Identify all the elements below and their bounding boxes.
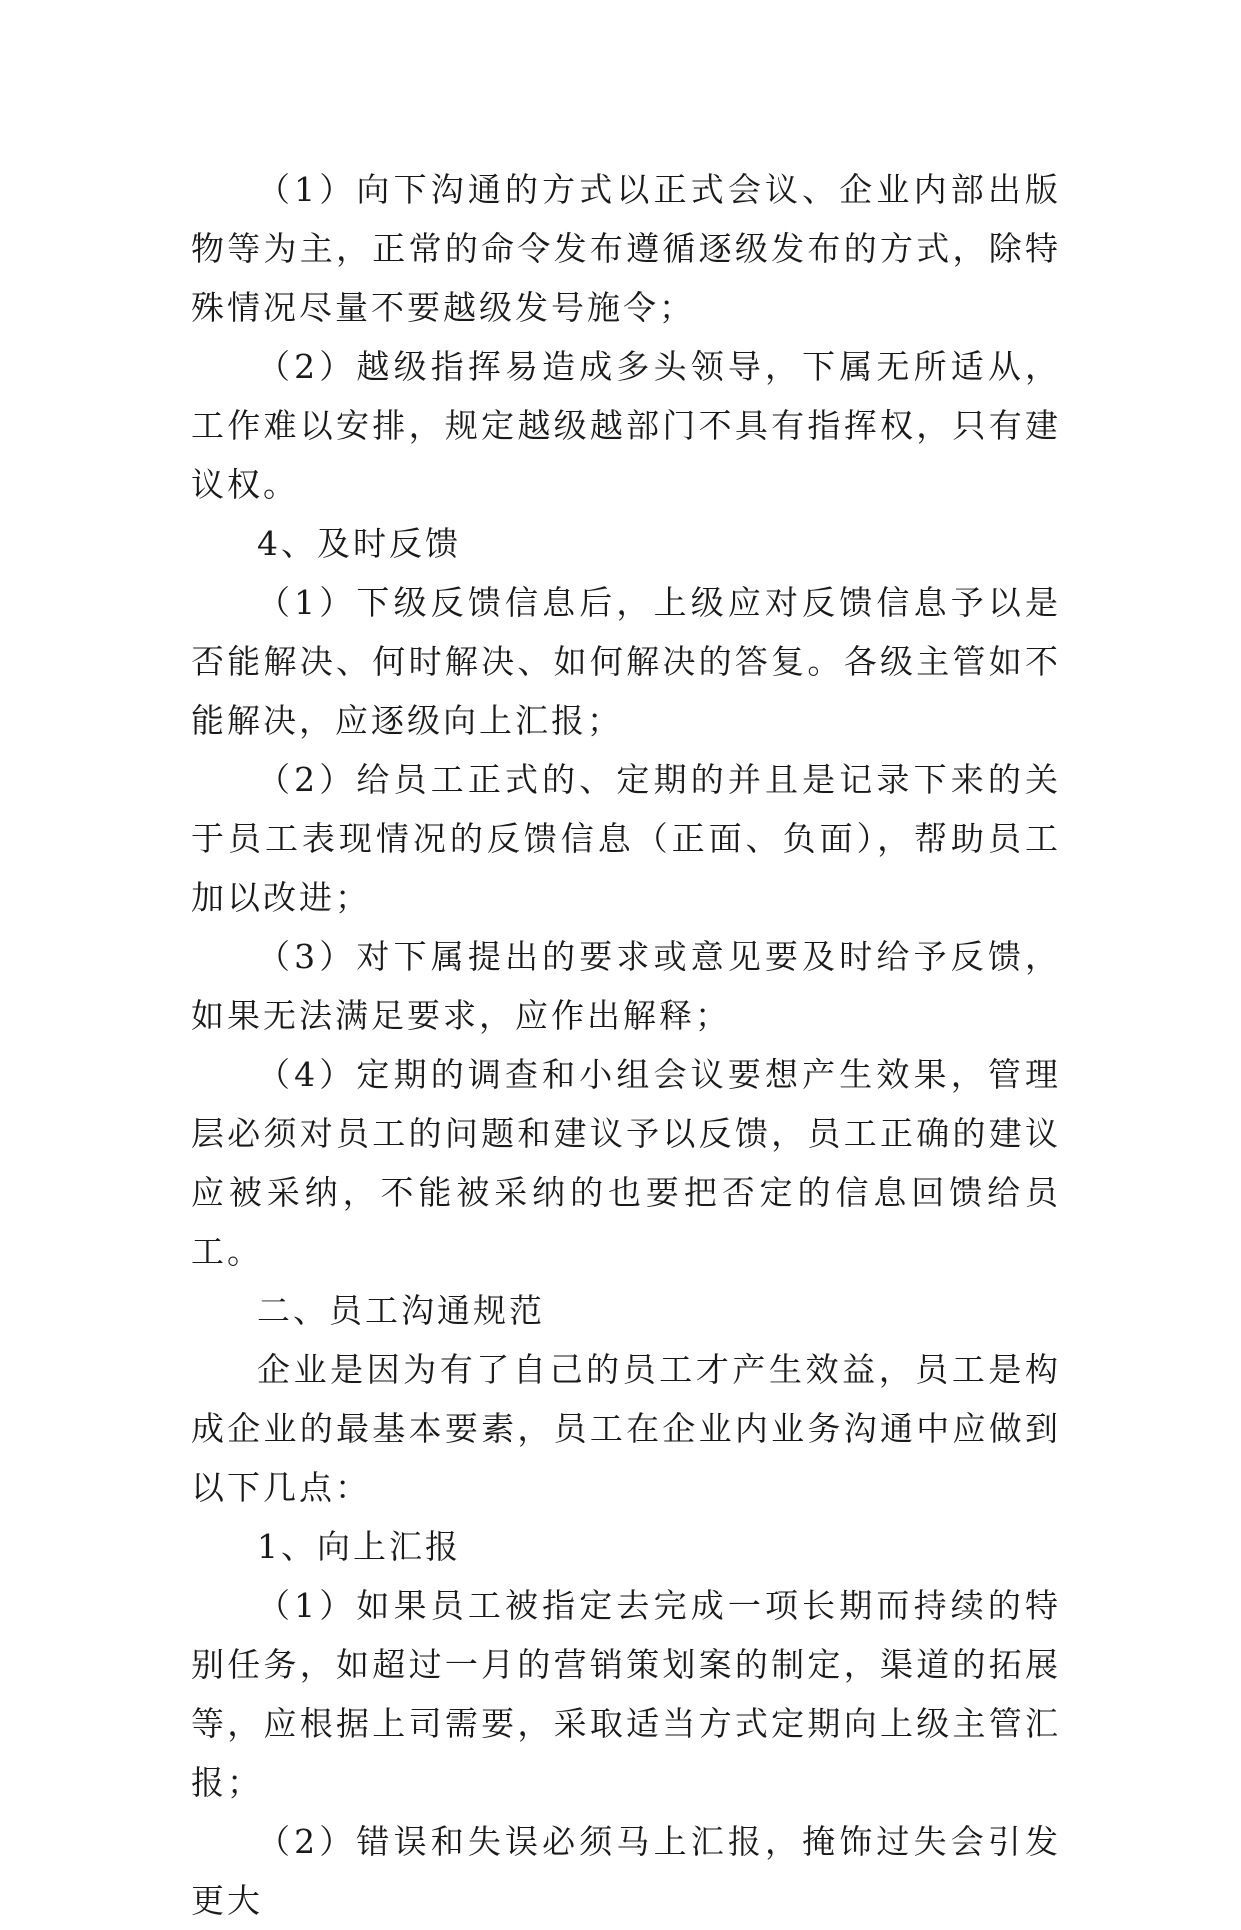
document-body — [191, 160, 1061, 1930]
paragraph-subordinate-requests: （3）对下属提出的要求或意见要及时给予反馈，如果无法满足要求，应作出解释； — [191, 937, 1061, 1035]
section-heading-timely-feedback: 4、及时反馈 — [257, 524, 461, 563]
paragraph-feedback-response: （1）下级反馈信息后，上级应对反馈信息予以是否能解决、何时解决、如何解决的答复。各级主管如不能解决，应逐级向上汇报； — [191, 583, 1061, 740]
paragraph-long-term-task: （1）如果员工被指定去完成一项长期而持续的特别任务，如超过一月的营销策划案的制定，渠道的拓展等，应根据上司需要，采取适当方式定期向上级主管汇报； — [191, 1586, 1061, 1802]
paragraph-report-errors: （2）错误和失误必须马上汇报，掩饰过失会引发更大 — [191, 1822, 1061, 1920]
section-heading-report-upward: 1、向上汇报 — [257, 1527, 461, 1566]
paragraph-skip-level-command: （2）越级指挥易造成多头领导，下属无所适从，工作难以安排，规定越级越部门不具有指挥权，只有建议权。 — [191, 347, 1061, 504]
paragraph-employee-intro: 企业是因为有了自己的员工才产生效益，员工是构成企业的最基本要素，员工在企业内业务沟通中应做到以下几点： — [191, 1350, 1061, 1507]
section-heading-employee-communication: 二、员工沟通规范 — [257, 1291, 545, 1330]
paragraph-surveys-meetings: （4）定期的调查和小组会议要想产生效果，管理层必须对员工的问题和建议予以反馈，员工正确的建议应被采纳，不能被采纳的也要把否定的信息回馈给员工。 — [191, 1055, 1061, 1271]
paragraph-downward-communication-method: （1）向下沟通的方式以正式会议、企业内部出版物等为主，正常的命令发布遵循逐级发布的方式，除特殊情况尽量不要越级发号施令； — [191, 170, 1061, 327]
paragraph-employee-feedback: （2）给员工正式的、定期的并且是记录下来的关于员工表现情况的反馈信息（正面、负面），帮助员工加以改进； — [191, 760, 1061, 917]
